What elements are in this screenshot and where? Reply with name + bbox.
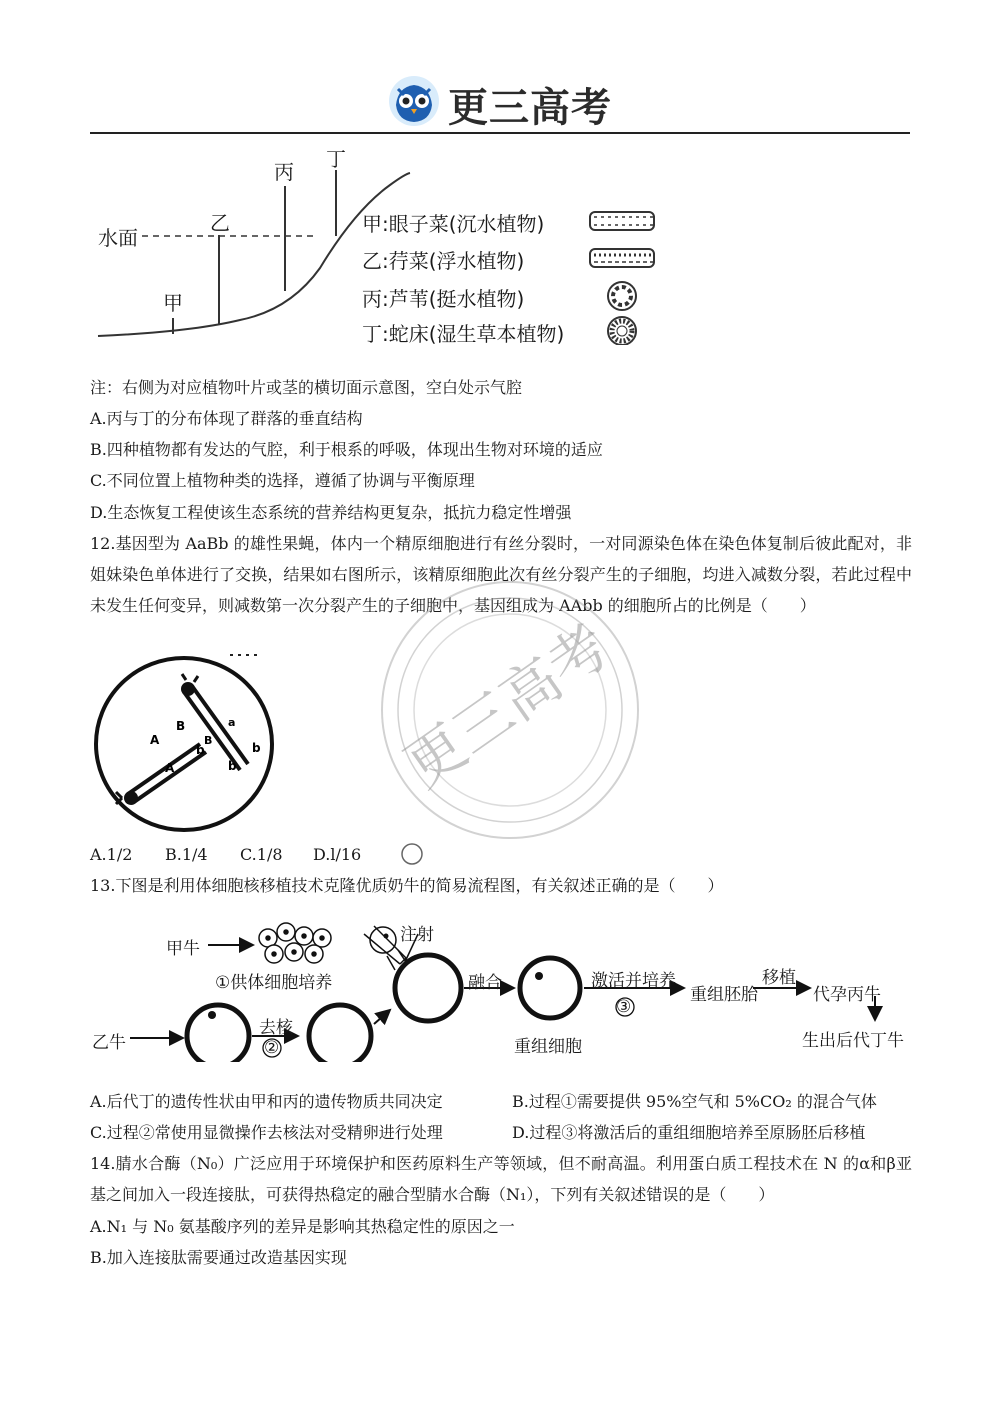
donor-cells bbox=[259, 923, 331, 963]
marker-ding: 丁 bbox=[326, 147, 346, 171]
legend-jia: 甲:眼子菜(沉水植物) bbox=[362, 212, 545, 236]
flow-fuse: 融合 bbox=[468, 973, 502, 993]
flow-activate: 激活并培养 bbox=[591, 971, 676, 991]
q13-option-b: B.过程①需要提供 95%空气和 5%CO₂ 的混合气体 bbox=[512, 1092, 877, 1111]
legend-yi: 乙:荇菜(浮水植物) bbox=[362, 249, 525, 273]
gene-label: A bbox=[150, 733, 160, 747]
legend-ding: 丁:蛇床(湿生草本植物) bbox=[362, 322, 565, 346]
wet-herb-stem-cross-section-icon bbox=[608, 317, 636, 345]
header-logo bbox=[388, 75, 440, 127]
q14-option-a: A.N₁ 与 N₀ 氨基酸序列的差异是影响其热稳定性的原因之一 bbox=[90, 1217, 515, 1236]
chromosome-crossover-diagram bbox=[92, 652, 282, 837]
flow-surrogate: 代孕丙牛 bbox=[813, 985, 881, 1005]
q13-option-d: D.过程③将激活后的重组细胞培养至原肠胚后移植 bbox=[512, 1123, 866, 1142]
marker-jia: 甲 bbox=[163, 291, 183, 315]
water-surface-label: 水面 bbox=[98, 226, 138, 250]
legend-bing: 丙:芦苇(挺水植物) bbox=[362, 287, 525, 311]
brand-title: 更三高考 bbox=[448, 85, 612, 131]
floating-leaf-cross-section-icon bbox=[590, 249, 654, 267]
q11-option-a: A.丙与丁的分布体现了群落的垂直结构 bbox=[90, 409, 363, 428]
gene-label: a bbox=[228, 716, 236, 729]
q12-stem: 12.基因型为 AaBb 的雄性果蝇，体内一个精原细胞进行有丝分裂时，一对同源染色体在染色体复制后彼此配对，非姐妹染色单体进行了交换，结果如右图所示，该精原细胞此次有丝分裂产生的子细胞，均进入减数分裂，若此过程中未发生任何变异，则减数第一次分裂产生的子细胞中，基因组成为 AAbb 的细胞所占的比例是（ ） bbox=[90, 534, 912, 615]
header-rule bbox=[90, 132, 910, 134]
marker-yi: 乙 bbox=[210, 211, 230, 235]
gene-label: B bbox=[204, 734, 213, 747]
enucleated-oocyte bbox=[309, 1005, 371, 1062]
gene-label: b bbox=[252, 741, 261, 755]
watermark-text: 更三高考 bbox=[392, 611, 622, 801]
flow-inject: 注射 bbox=[400, 925, 434, 945]
gene-label: b bbox=[196, 743, 205, 757]
flow-cow-b: 乙牛 bbox=[92, 1033, 126, 1053]
q13-stem: 13.下图是利用体细胞核移植技术克隆优质奶牛的简易流程图，有关叙述正确的是（ ） bbox=[90, 876, 724, 895]
q13-option-c: C.过程②常使用显微操作去核法对受精卵进行处理 bbox=[90, 1123, 443, 1142]
gene-label: b bbox=[228, 759, 237, 773]
q12-option-c: C.1/8 bbox=[240, 845, 283, 864]
q12-option-d: D.l/16 bbox=[313, 845, 362, 864]
flow-recombinant-cell: 重组细胞 bbox=[514, 1037, 582, 1057]
flow-offspring: 生出后代丁牛 bbox=[802, 1031, 904, 1051]
gene-label: B bbox=[176, 719, 186, 733]
flow-step2: ② bbox=[264, 1038, 280, 1058]
q11-option-b: B.四种植物都有发达的气腔，利于根系的呼吸，体现出生物对环境的适应 bbox=[90, 440, 603, 459]
marker-bing: 丙 bbox=[274, 160, 294, 184]
gene-label: A bbox=[165, 761, 175, 775]
flow-step1: ①供体细胞培养 bbox=[215, 973, 333, 993]
q11-option-d: D.生态恢复工程使该生态系统的营养结构更复杂，抵抗力稳定性增强 bbox=[90, 503, 572, 522]
emergent-stem-cross-section-icon bbox=[608, 282, 636, 310]
recombinant-cell bbox=[520, 958, 580, 1018]
flow-step3: ③ bbox=[616, 997, 632, 1017]
q14-stem: 14.腈水合酶（N₀）广泛应用于环境保护和医药原料生产等领域，但不耐高温。利用蛋白质工程技术在 N 的α和β亚基之间加入一段连接肽，可获得热稳定的融合型腈水合酶（N₁），下列有关叙述错误的是（ ） bbox=[90, 1154, 912, 1204]
cross-section-icons bbox=[586, 205, 661, 345]
flow-cow-a: 甲牛 bbox=[166, 939, 200, 959]
injected-oocyte bbox=[395, 955, 461, 1021]
submerged-leaf-cross-section-icon bbox=[590, 212, 654, 230]
scan-artifact-circle bbox=[400, 842, 426, 866]
q12-option-b: B.1/4 bbox=[165, 845, 208, 864]
flow-embryo: 重组胚胎 bbox=[690, 985, 758, 1005]
flow-transplant: 移植 bbox=[762, 968, 796, 988]
flow-enucleate: 去核 bbox=[259, 1018, 293, 1038]
oocyte bbox=[187, 1005, 249, 1062]
q12-option-a: A.1/2 bbox=[90, 845, 133, 864]
q14-option-b: B.加入连接肽需要通过改造基因实现 bbox=[90, 1248, 347, 1267]
q13-option-a: A.后代丁的遗传性状由甲和丙的遗传物质共同决定 bbox=[90, 1092, 443, 1111]
q11-option-c: C.不同位置上植物种类的选择，遵循了协调与平衡原理 bbox=[90, 471, 475, 490]
owl-logo-icon bbox=[388, 75, 440, 127]
figure-note: 注：右侧为对应植物叶片或茎的横切面示意图，空白处示气腔 bbox=[90, 378, 523, 397]
